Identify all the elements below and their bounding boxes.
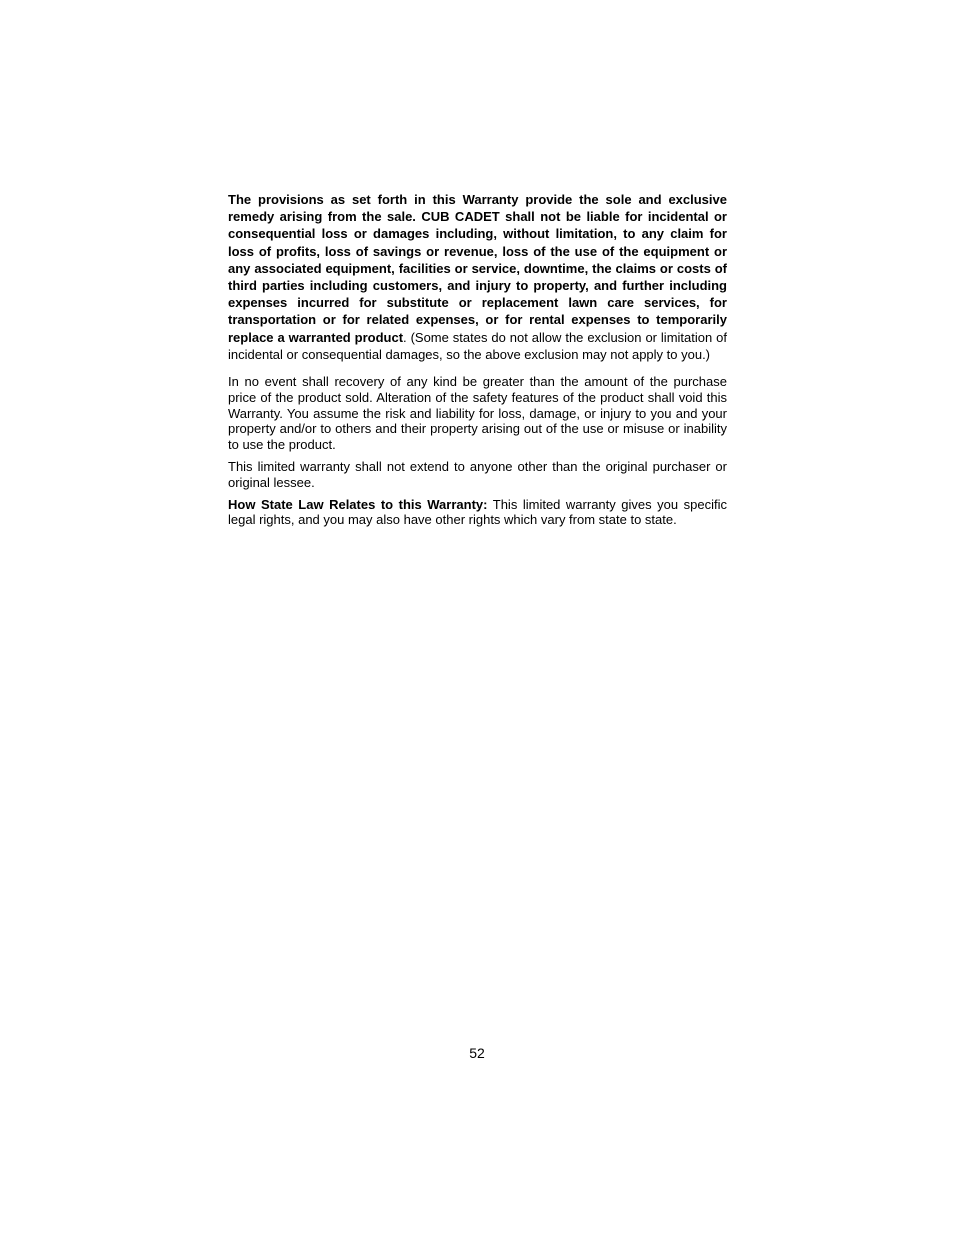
- original-purchaser-paragraph: This limited warranty shall not extend to anyone other than the original purchaser or original lessee.: [228, 459, 727, 490]
- warranty-limitation-paragraph: [228, 191, 727, 363]
- recovery-limit-paragraph: In no event shall recovery of any kind be greater than the amount of the purchase price of the product sold. Alteration of the safety features of the product shall void this Warranty. You assume the risk and liability for loss, damage, or injury to you and your property and/or to others and their property arising out of the use or misuse or inability to use the product.: [228, 374, 727, 453]
- state-exclusion-note: . (Some states do not allow the exclusion or limitation of incidental or consequential damages, so the above exclusion may not apply to you.): [228, 329, 727, 362]
- liability-exclusion-bold-text: The provisions as set forth in this Warranty provide the sole and exclusive remedy arising from the sale. CUB CADET shall not be liable for incidental or consequential loss or damages including, without limitation, to any claim for loss of profits, loss of savings or revenue, loss of the use of the equipment or any associated equipment, facilities or service, downtime, the claims or costs of third parties including customers, and injury to property, and further including expenses incurred for substitute or replacement lawn care services, for transportation or for related expenses, or for rental expenses to temporarily replace a warranted product: [228, 192, 727, 345]
- state-law-heading: How State Law Relates to this Warranty:: [228, 496, 488, 512]
- state-law-text: This limited warranty gives you specific legal rights, and you may also have other rights which vary from state to state.: [228, 496, 727, 528]
- page-number: 52: [469, 1045, 485, 1061]
- warranty-text-block: [228, 191, 727, 528]
- state-law-paragraph: [228, 497, 727, 529]
